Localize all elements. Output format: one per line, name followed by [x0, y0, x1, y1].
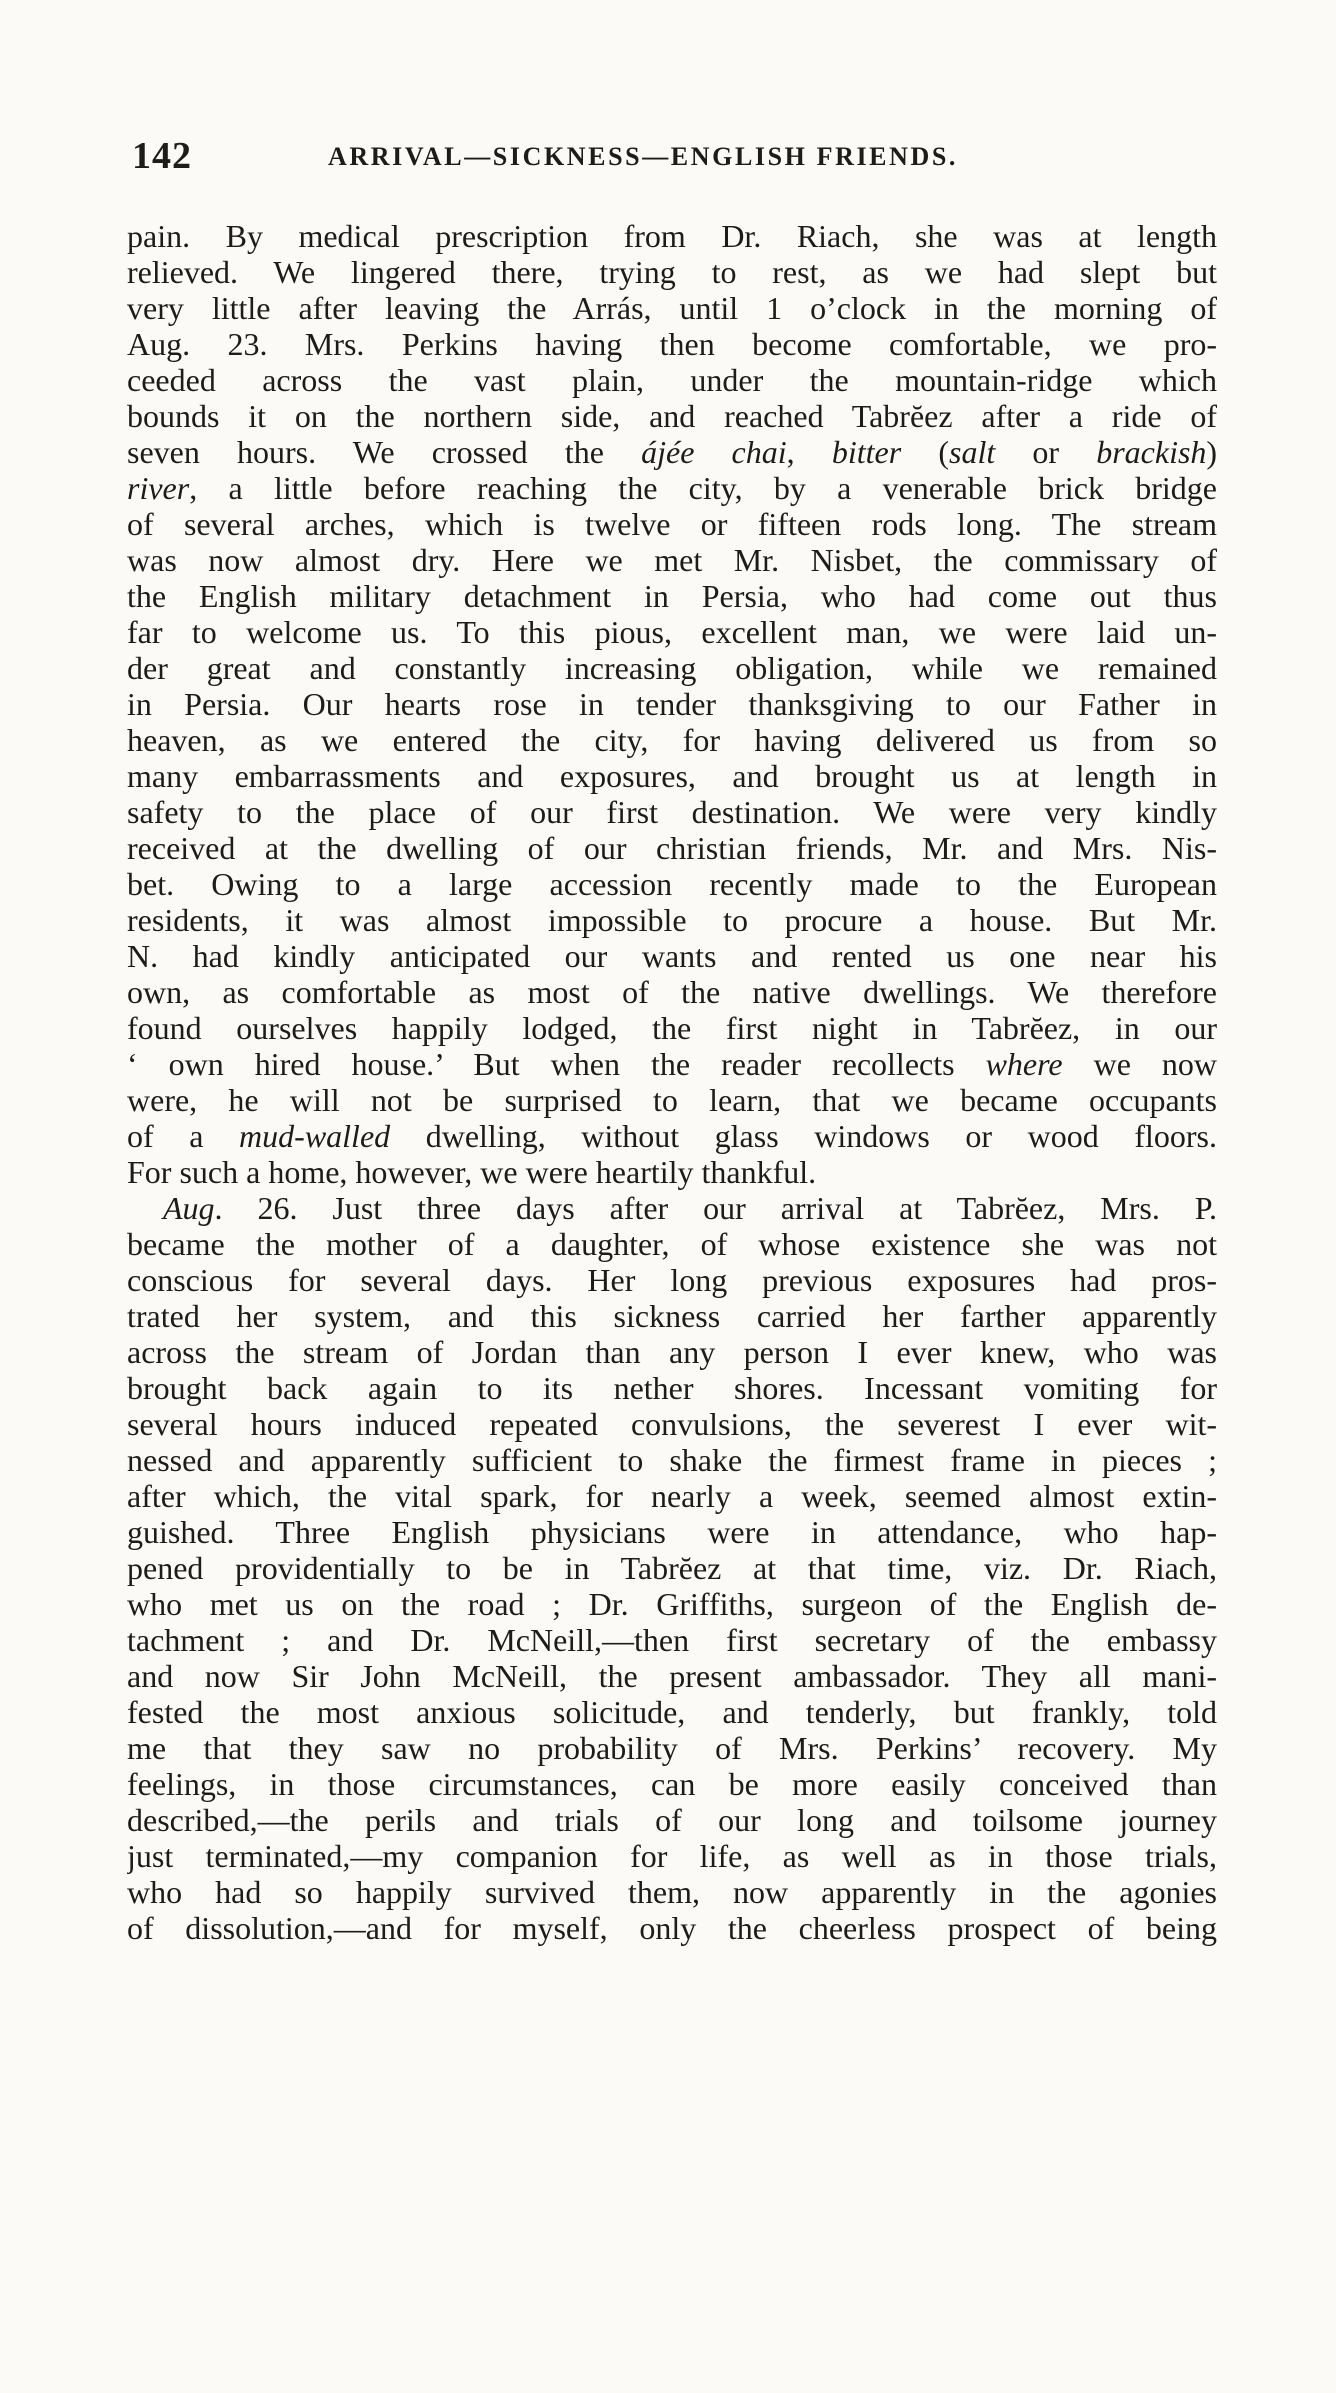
text-line: own, as comfortable as most of the native dwellings. We therefore [127, 974, 1217, 1010]
text-line: after which, the vital spark, for nearly a week, seemed almost extin- [127, 1478, 1217, 1514]
text-line: brought back again to its nether shores. Incessant vomiting for [127, 1370, 1217, 1406]
text-line: Aug. 23. Mrs. Perkins having then become comfortable, we pro- [127, 326, 1217, 362]
body-text [127, 218, 1217, 1946]
text-line: bounds it on the northern side, and reached Tabrĕez after a ride of [127, 398, 1217, 434]
text-line: pain. By medical prescription from Dr. Riach, she was at length [127, 218, 1217, 254]
text-line: relieved. We lingered there, trying to rest, as we had slept but [127, 254, 1217, 290]
text-line: residents, it was almost impossible to procure a house. But Mr. [127, 902, 1217, 938]
text-line: guished. Three English physicians were in attendance, who hap- [127, 1514, 1217, 1550]
text-line: ceeded across the vast plain, under the mountain-ridge which [127, 362, 1217, 398]
text-line: in Persia. Our hearts rose in tender thanksgiving to our Father in [127, 686, 1217, 722]
text-line: of several arches, which is twelve or fifteen rods long. The stream [127, 506, 1217, 542]
text-line: feelings, in those circumstances, can be more easily conceived than [127, 1766, 1217, 1802]
page-number: 142 [132, 135, 192, 177]
text-line: and now Sir John McNeill, the present ambassador. They all mani- [127, 1658, 1217, 1694]
text-line: was now almost dry. Here we met Mr. Nisbet, the commissary of [127, 542, 1217, 578]
text-line: the English military detachment in Persia, who had come out thus [127, 578, 1217, 614]
text-line: received at the dwelling of our christian friends, Mr. and Mrs. Nis- [127, 830, 1217, 866]
text-line: me that they saw no probability of Mrs. Perkins’ recovery. My [127, 1730, 1217, 1766]
text-line: N. had kindly anticipated our wants and rented us one near his [127, 938, 1217, 974]
text-line: Aug. 26. Just three days after our arrival at Tabrĕez, Mrs. P. [163, 1190, 1217, 1226]
text-line: ‘ own hired house.’ But when the reader recollects where we now [127, 1046, 1217, 1082]
text-line: der great and constantly increasing obligation, while we remained [127, 650, 1217, 686]
text-line: trated her system, and this sickness carried her farther apparently [127, 1298, 1217, 1334]
text-line: seven hours. We crossed the ájée chai, bitter (salt or brackish) [127, 434, 1217, 470]
text-line: several hours induced repeated convulsions, the severest I ever wit- [127, 1406, 1217, 1442]
text-line: conscious for several days. Her long previous exposures had pros- [127, 1262, 1217, 1298]
text-line: were, he will not be surprised to learn, that we became occupants [127, 1082, 1217, 1118]
text-line: found ourselves happily lodged, the first night in Tabrĕez, in our [127, 1010, 1217, 1046]
text-line: described,—the perils and trials of our long and toilsome journey [127, 1802, 1217, 1838]
text-line: who had so happily survived them, now apparently in the agonies [127, 1874, 1217, 1910]
text-line: river, a little before reaching the city, by a venerable brick bridge [127, 470, 1217, 506]
text-line: became the mother of a daughter, of whose existence she was not [127, 1226, 1217, 1262]
text-line: nessed and apparently sufficient to shake the firmest frame in pieces ; [127, 1442, 1217, 1478]
text-line: pened providentially to be in Tabrĕez at that time, viz. Dr. Riach, [127, 1550, 1217, 1586]
text-line: far to welcome us. To this pious, excellent man, we were laid un- [127, 614, 1217, 650]
text-line: fested the most anxious solicitude, and tenderly, but frankly, told [127, 1694, 1217, 1730]
text-line: tachment ; and Dr. McNeill,—then first secretary of the embassy [127, 1622, 1217, 1658]
text-line: who met us on the road ; Dr. Griffiths, surgeon of the English de- [127, 1586, 1217, 1622]
text-line: For such a home, however, we were heartily thankful. [127, 1154, 817, 1190]
text-line: of dissolution,—and for myself, only the cheerless prospect of being [127, 1910, 1217, 1946]
running-title: ARRIVAL—SICKNESS—ENGLISH FRIENDS. [328, 142, 959, 171]
text-line: bet. Owing to a large accession recently made to the European [127, 866, 1217, 902]
text-line: across the stream of Jordan than any person I ever knew, who was [127, 1334, 1217, 1370]
text-line: many embarrassments and exposures, and brought us at length in [127, 758, 1217, 794]
page-header [132, 134, 1222, 184]
text-line: just terminated,—my companion for life, as well as in those trials, [127, 1838, 1217, 1874]
text-line: heaven, as we entered the city, for having delivered us from so [127, 722, 1217, 758]
text-line: of a mud-walled dwelling, without glass windows or wood floors. [127, 1118, 1217, 1154]
text-line: very little after leaving the Arrás, until 1 o’clock in the morning of [127, 290, 1217, 326]
text-line: safety to the place of our first destination. We were very kindly [127, 794, 1217, 830]
